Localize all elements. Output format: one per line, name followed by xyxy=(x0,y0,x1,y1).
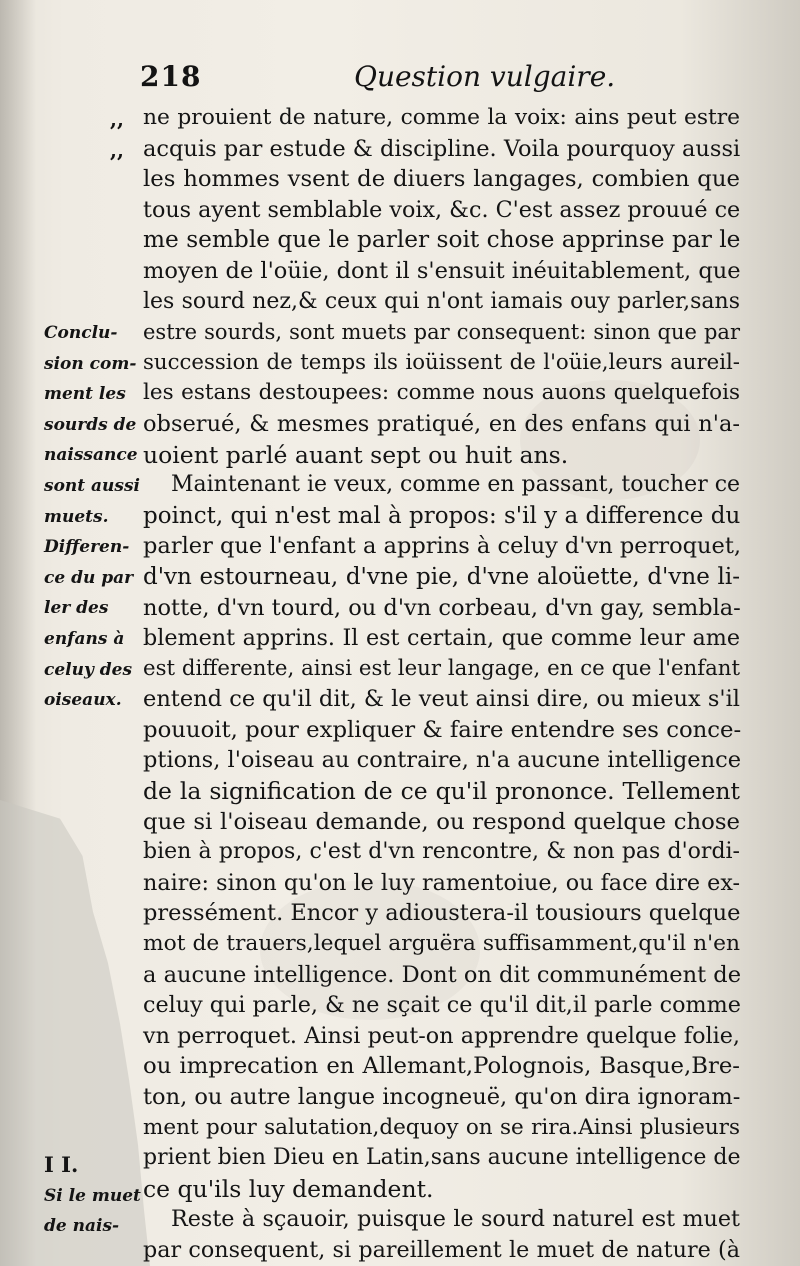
page-number: 218 xyxy=(140,60,202,93)
margin-note-line: ment les xyxy=(44,384,126,405)
text-line: Maintenant ie veux, comme en passant, toucher ce xyxy=(171,472,741,498)
text-line: estre sourds, sont muets par consequent: sinon que par xyxy=(143,320,740,345)
page-header xyxy=(140,60,740,100)
text-line: blement apprins. Il est certain, que comme leur ame xyxy=(143,625,740,652)
text-line: ne prouient de nature, comme la voix: ains peut estre xyxy=(143,105,740,130)
margin-note-line: naissance xyxy=(44,445,138,466)
text-line: les sourd nez,& ceux qui n'ont iamais ouy parler,sans xyxy=(143,288,740,314)
text-line: bien à propos, c'est d'vn rencontre, & non pas d'ordi- xyxy=(143,839,740,865)
text-line: obserué, & mesmes pratiqué, en des enfans qui n'a- xyxy=(143,410,740,437)
text-line: vn perroquet. Ainsi peut-on apprendre quelque folie, xyxy=(143,1022,740,1049)
quote-mark: ,, xyxy=(110,137,124,162)
text-line: moyen de l'oüie, dont il s'ensuit inéuitablement, que xyxy=(143,257,741,284)
text-line: les estans destoupees: comme nous auons quelquefois xyxy=(143,380,740,406)
margin-note-line: enfans à xyxy=(44,628,125,649)
margin-note-line: sont aussi xyxy=(44,475,141,496)
margin-note-line: ler des xyxy=(44,598,109,619)
margin-note-line: oiseaux. xyxy=(44,690,122,711)
text-line: ou imprecation en Allemant,Polognois, Basque,Bre- xyxy=(143,1053,740,1080)
margin-note-line: sourds de xyxy=(44,414,137,435)
margin-note-line: Conclu- xyxy=(44,323,118,343)
text-line: entend ce qu'il dit, & le veut ainsi dire, ou mieux s'il xyxy=(143,686,740,713)
margin-note-line: muets. xyxy=(44,506,109,527)
margin-note-line: ce du par xyxy=(44,567,134,588)
section-number: I I. xyxy=(44,1152,79,1177)
margin-note-line: Si le muet xyxy=(44,1185,141,1206)
body-text xyxy=(143,103,740,1266)
text-line: prient bien Dieu en Latin,sans aucune intelligence de xyxy=(143,1145,741,1171)
text-line: parler que l'enfant a apprins à celuy d'vn perroquet, xyxy=(143,533,742,560)
margin-note-line: Differen- xyxy=(44,537,130,558)
margin-note-line: de nais- xyxy=(44,1216,120,1237)
text-line: ment pour salutation,dequoy on se rira.Ainsi plusieurs xyxy=(143,1114,740,1140)
text-line: me semble que le parler soit chose apprinse par le xyxy=(143,226,741,254)
text-line: naire: sinon qu'on le luy ramentoiue, ou face dire ex- xyxy=(143,869,740,896)
margin-note-line: celuy des xyxy=(44,659,133,680)
text-line: ton, ou autre langue incogneuë, qu'on dira ignoram- xyxy=(143,1084,741,1110)
text-line: de la signification de ce qu'il prononce. Tellement xyxy=(143,777,740,806)
margin-note-line: sion com- xyxy=(44,353,137,374)
text-line: ce qu'ils luy demandent. xyxy=(143,1174,434,1203)
text-line: poinct, qui n'est mal à propos: s'il y a difference du xyxy=(143,502,741,529)
text-line: que si l'oiseau demande, ou respond quelque chose xyxy=(143,808,740,835)
text-line: ptions, l'oiseau au contraire, n'a aucune intelligence xyxy=(143,747,742,774)
text-line: uoient parlé auant sept ou huit ans. xyxy=(143,440,569,469)
text-line: pouuoit, pour expliquer & faire entendre ses conce- xyxy=(143,716,742,743)
text-line: les hommes vsent de diuers langages, combien que xyxy=(143,166,740,193)
text-line: succession de temps ils ioüissent de l'oüie,leurs aureil- xyxy=(143,349,740,375)
text-line: a aucune intelligence. Dont on dit communément de xyxy=(143,961,742,988)
running-head: Question vulgaire. xyxy=(354,60,616,93)
quote-mark: ,, xyxy=(110,107,124,131)
text-line: acquis par estude & discipline. Voila pourquoy aussi xyxy=(143,135,741,162)
margin-notes-conclusion xyxy=(44,318,140,716)
text-line: notte, d'vn tourd, ou d'vn corbeau, d'vn gay, sembla- xyxy=(143,594,741,621)
text-line: celuy qui parle, & ne sçait ce qu'il dit,il parle comme xyxy=(143,992,741,1019)
margin-notes-section-two xyxy=(44,1150,140,1242)
quotation-marks xyxy=(110,104,140,165)
text-line: Reste à sçauoir, puisque le sourd naturel est muet xyxy=(171,1206,740,1233)
text-line: est differente, ainsi est leur langage, en ce que l'enfant xyxy=(143,655,740,681)
text-line: d'vn estourneau, d'vne pie, d'vne aloüette, d'vne li- xyxy=(143,563,740,590)
text-line: pressément. Encor y adioustera-il tousiours quelque xyxy=(143,900,741,927)
text-line: tous ayent semblable voix, &c. C'est assez prouué ce xyxy=(143,196,741,223)
text-line: mot de trauers,lequel arguëra suffisamment,qu'il n'en xyxy=(143,931,740,957)
text-line: par consequent, si pareillement le muet de nature (à xyxy=(143,1236,740,1263)
